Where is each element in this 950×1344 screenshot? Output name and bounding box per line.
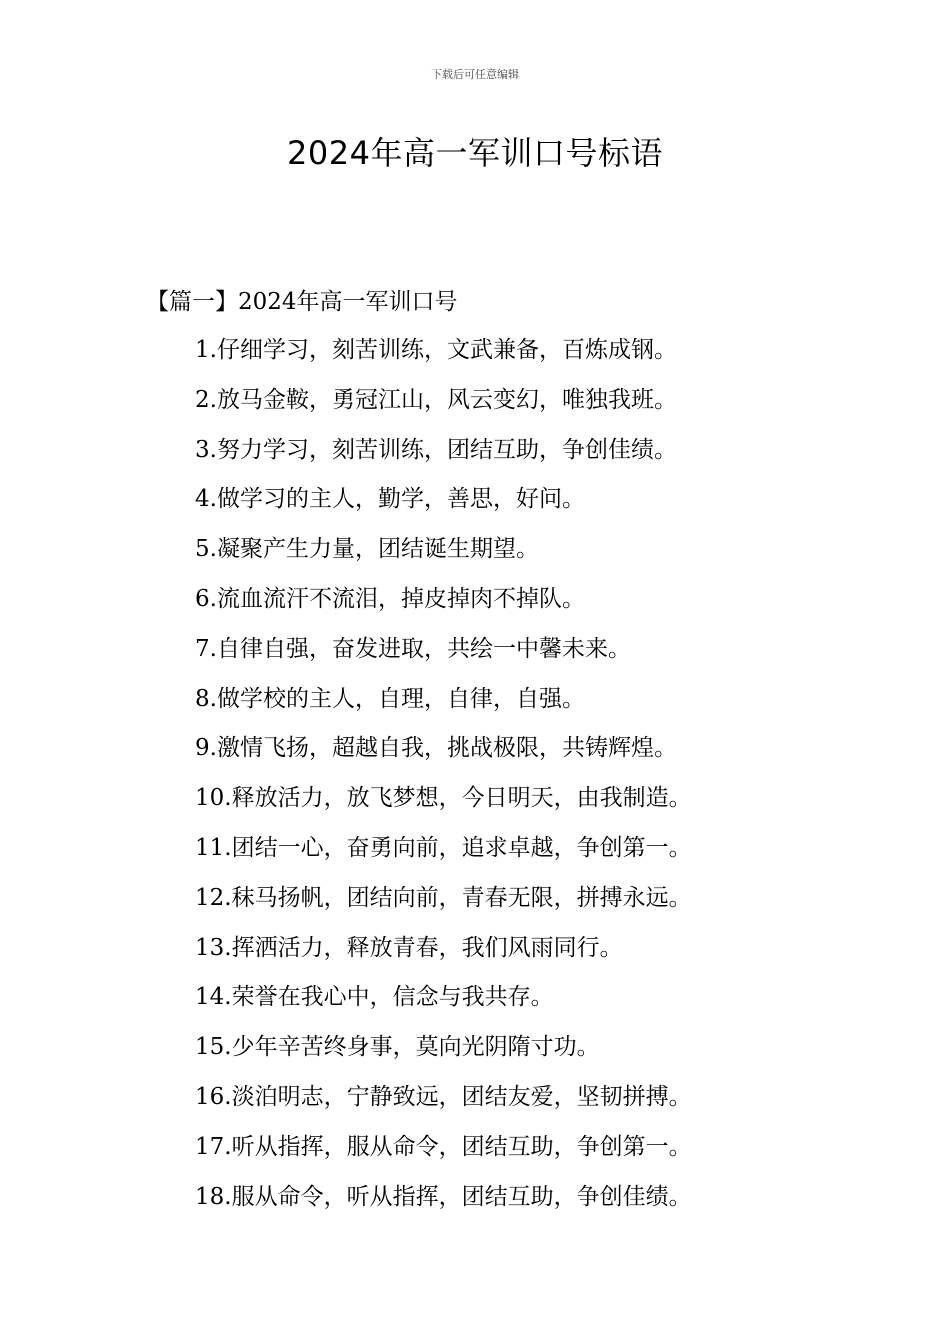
list-item: 13.挥洒活力，释放青春，我们风雨同行。 xyxy=(195,934,623,961)
list-item: 14.荣誉在我心中，信念与我共存。 xyxy=(195,984,554,1011)
list-item: 6.流血流汗不流泪，掉皮掉肉不掉队。 xyxy=(195,585,585,612)
section-heading: 【篇一】2024年高一军训口号 xyxy=(146,289,458,315)
list-item: 12.秣马扬帆，团结向前，青春无限，拼搏永远。 xyxy=(195,884,692,911)
list-item: 7.自律自强，奋发进取，共绘一中馨未来。 xyxy=(195,635,631,662)
list-item: 11.团结一心，奋勇向前，追求卓越，争创第一。 xyxy=(195,834,692,861)
header-note: 下载后可任意编辑 xyxy=(431,68,519,81)
list-item: 3.努力学习，刻苦训练，团结互助，争创佳绩。 xyxy=(195,436,677,463)
list-item: 1.仔细学习，刻苦训练，文武兼备，百炼成钢。 xyxy=(195,337,677,363)
slogan-list xyxy=(195,332,692,1228)
list-item: 4.做学习的主人，勤学，善思，好问。 xyxy=(195,486,585,513)
list-item: 8.做学校的主人，自理，自律，自强。 xyxy=(195,685,585,712)
page-title: 2024年高一军训口号标语 xyxy=(287,134,663,172)
list-item: 17.听从指挥，服从命令，团结互助，争创第一。 xyxy=(195,1133,692,1160)
list-item: 2.放马金鞍，勇冠江山，风云变幻，唯独我班。 xyxy=(195,386,677,413)
list-item: 9.激情飞扬，超越自我，挑战极限，共铸辉煌。 xyxy=(195,735,677,762)
list-item: 15.少年辛苦终身事，莫向光阴隋寸功。 xyxy=(195,1034,600,1061)
list-item: 10.释放活力，放飞梦想，今日明天，由我制造。 xyxy=(195,785,692,812)
list-item: 5.凝聚产生力量，团结诞生期望。 xyxy=(195,536,539,563)
list-item: 18.服从命令，听从指挥，团结互助，争创佳绩。 xyxy=(195,1183,692,1210)
list-item: 16.淡泊明志，宁静致远，团结友爱，坚韧拼搏。 xyxy=(195,1083,692,1110)
